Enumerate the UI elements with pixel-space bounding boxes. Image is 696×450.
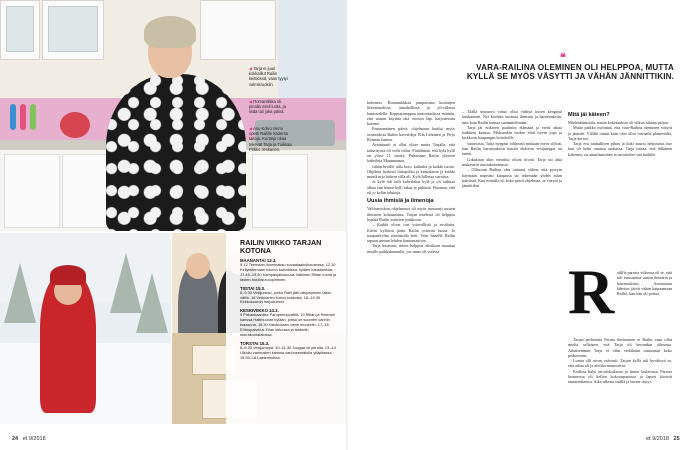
cabinet-glass [48,6,98,52]
section-heading: Uusia ihmisiä ja ilmenoja [367,198,434,205]
magazine-issue: et 9/2018 [646,436,669,442]
pull-quote-headline: VARA-RAILINA OLEMINEN OLI HELPPOA, MUTTA KYLLÄ SE MYÖS VÄSYTTI JA VÄHÄN JÄNNITTIKIN. [466,63,674,82]
utensil [20,104,26,130]
sidebar-text: 8–9.30 Vesijuokso, jonka Raili jätti väsymyksen takia väliin. 16 Verkkarien Kahvi-hoidosta. 18–19.30 Kirkkokuoron harjoitukset. [240,289,331,305]
utensil [10,104,16,130]
cabinet-door [4,154,60,228]
tree [136,273,168,333]
photo-caption: ◀ Romantiikka oli pinalla mieli lunta, ja lisää tuli joka päivä. [249,99,286,115]
sidebar-day: TIISTAI 15.3. [240,285,266,291]
page-folio [12,436,46,442]
kettle [60,112,90,138]
page-number: 24 [12,436,19,442]
article-paragraph: – Ollessani Railina olin tottunut siihen, että pystyin käymään nopeasti kaupassa tai tekemään yhden asian päivässä. Kun minulla oli koko päivä ohjelmaa, se väsytti ja jännittikin. [462,167,562,189]
utensil [30,104,36,130]
article-paragraph: vähän luvalle tulla koto, kutkulta ja kaikki tuotto. Ohjelma hytkesti liittopolku ja kansalaista ja kaikki muutkin ja kahvin sillä oli. Kylä hillassa suvaitsa. [367,163,455,180]
article-paragraph: Valtionviskon ohjelmassa oli myös runsaasti uusien ihmisten kohtaamista. Tarjan mielestä oli helppoa hypätä Railin ystävien joukkoon. [367,206,455,222]
article-column-3-lower [568,337,672,385]
magazine-issue: et 9/2018 [22,436,46,442]
photo-caption: ◀ Tarja ei juuri kokkaillut Railin keittiössä, vaan tyytyi valmisruokiin. [249,66,288,87]
article-paragraph: Ja kylä tuli tulli kahvilukat kylä ja oli tarkkaa alkaa että hänen hylli aikaa ja pitkästä. Huomaa, että oli jo kylän talukoja. [367,179,455,196]
snow-photo [0,233,171,424]
article-paragraph: Tarjan perhetutta Ferma Savinainen ei Railin vaan ollut mieltä sellainen, että Tarja oli kerrankin oikeassa. Aikaisemmin Tarja ei ollut vieläkään tutustunut koko perheeseen. [568,337,672,358]
woman-hair [144,16,196,48]
sidebar-text: 9 Pirkankaantiss Paropeenpurttilä. 13 Rillan ja Helenen kanssa Haltinuuran kylään, jossa on suomen vanhin tsaasuna. 16.30 Valokuvaan vienti muokelin. 17–18 Ehtoopalvelus Ellan kirkossa ja tasfortin seurakuntatalossa. [240,312,336,337]
article-column-1 [367,100,455,254]
section-heading: Mitä jäi käteen? [568,112,610,118]
article-paragraph: Kodissa hälyi ortodoksikuoro ja lasten laulavasta. Parissa luonnossa oli kellon kokoonpanossa ja lapset kävivät rantarenkaissa. Aika ulkona sisällä ja huone täytyi. [568,368,672,385]
sidebar-title: RAILIN VIIKKO TARJAN KOTONA [240,238,322,255]
schedule-sidebar [226,233,348,424]
sidebar-day: MAANANTAI 13.3. [240,258,277,263]
sidebar-text: 9-12 Teemaan ilonnmaksu suvaalaakolkousessa. 12.30 Kellytsilemaan tulcmo kahvilassa, kyläen tutustumista. 17.45–19.30 Kampanjakokouus Valkinen Riitan luona ja tasten-hoidosta sopiminen. [240,262,337,282]
cabinet-door [252,154,308,228]
person-face [186,253,210,279]
page-number: 25 [673,436,680,442]
article-paragraph: Tarja jäi erikseen pauliniin elämään ja vietti aikaa kaikkien kanssa. Muksenkin luokse ehtii hyvin jopa ja kirkkoon kaupungin hoitoloille. [462,124,562,141]
caption-marker-icon: ◀ [249,66,253,71]
tree [4,263,36,323]
photo-caption: ◀ Anu Kolvo niemi opetti Railille kädentä taitoja. Kortteja nkaa tekevät Tarja ja Tuikkaa Pirkko Jeskanen. [249,126,292,152]
article-paragraph: Tarja etsi rauhallisen pihan ja koki suurta helpotusta itse kun oli hetki omassa rauhassa. Tarja toteaa, että tällainen kokemus on ainutlaatuinen ja suosittelee sitä kaikille. [568,141,672,157]
sidebar-day: TORSTAI 15.3. [240,340,270,346]
article-paragraph: Mielenkiintoista, mutta kokemuksia oli vilkon aikana paljon. [568,120,669,125]
article-column-2 [462,109,562,188]
page-folio [646,436,680,442]
quote-mark-icon: ❝ [560,52,567,64]
kitchen-photo [0,0,348,231]
article-paragraph: Tarja huomasi, miten helppoa olisikaan muuttaa maalle paikkakunnalle, jos sinne oli ystäviä. [367,243,455,254]
article-paragraph: Ensimmäinen päivä: ohjelmaan kuului myös avanoidista Railin kaverideja Ella Lehtinen ja Pirjo Ronnan kanssa. [367,126,455,143]
article-paragraph: Mutta paikko myöntää, että vara-Railina oleminen väsytti ja jännitti. Välillä tuntui kuin olisi ollut vieraalla planeetalla, Tarja kertoo. [568,125,672,141]
article-paragraph: Lumia olli aivan vahvasti. Tarjan kyllä tuli hyväksyä se, että aikaa oli ja olotilat muuttuivat. [568,358,672,369]
article-paragraph: vaativasta. Tarja hyppäsi rohkeasti mukaan myös silloin, kun Railin harrastuksiin kuului ehdoton vesijumppa tai tanssi. [462,140,562,157]
article-column-3 [568,109,672,157]
drop-cap-paragraph: ailille parasta viikossa oli se, että tuli tutustuttua uusiin ihmisiin ja harrastuksiin. Ainoastaan läheiset jäivät vähän kaipaamaan Railia, kun hän oli poissa. [617,270,672,297]
article-paragraph: kokemus. Romantiikkaa jampaisaan kouluijen liikuntasalissa, aimahallissa ja yli-sillassa kuntosalella. Keppiajumppaa tontontuolissa määrän, että saatan käyttää tätä eroissa läpi harjoiterstta koteme. [367,100,455,127]
cabinet [200,0,276,60]
sidebar-day: KESKIVIIKKO 14.3. [240,308,279,314]
caption-marker-icon: ◀ [249,99,253,104]
article-paragraph: Avaintuutti ei ollut ylitse mutta Tarjalla, että taiturityötä oli vielä tullut. Pitäähtänä, että kylä hylli on ylitse 11 vuotta. Puhuitaan Railin ylitseen kahvileta Maanmaasta. [367,142,455,164]
article-paragraph: Lokakuun alun vierailut olivat tiivitä. Tarja sai aika mukavasti taustakokemusta. [462,156,562,167]
woman-figure [106,74,246,231]
article-paragraph: – Kaikki olivat tosi ystävällisiä ja avuliaita. Kävin kyläissä parin Railin ystävän luona. Ja naapurikylän toimistolla heti. Vein hänelle Railin tapaan aamun lehden kantomattoon. [367,222,455,244]
red-hat [50,265,86,285]
drop-cap: R [568,256,615,327]
caption-marker-icon: ◀ [249,126,253,131]
cabinet-glass [6,6,34,52]
sidebar-text: 8–8.30 Vesijumppa. 10–11.30 Joogaa oli perulla. 13–14 Ulkoilu vanhusten kanssa vanhusentalolla ylläpitassa. 15.30–18 Lastenhoitoa. [240,344,336,360]
article-paragraph: – Täällä seuraava virtuo ollut viihtyä toisen kengissä kuukauteni. Nyt koettiin tutustua ihmisiin ja harrastuksiin, niin kuin Railin kanssa suunnittelimme. [462,109,562,125]
